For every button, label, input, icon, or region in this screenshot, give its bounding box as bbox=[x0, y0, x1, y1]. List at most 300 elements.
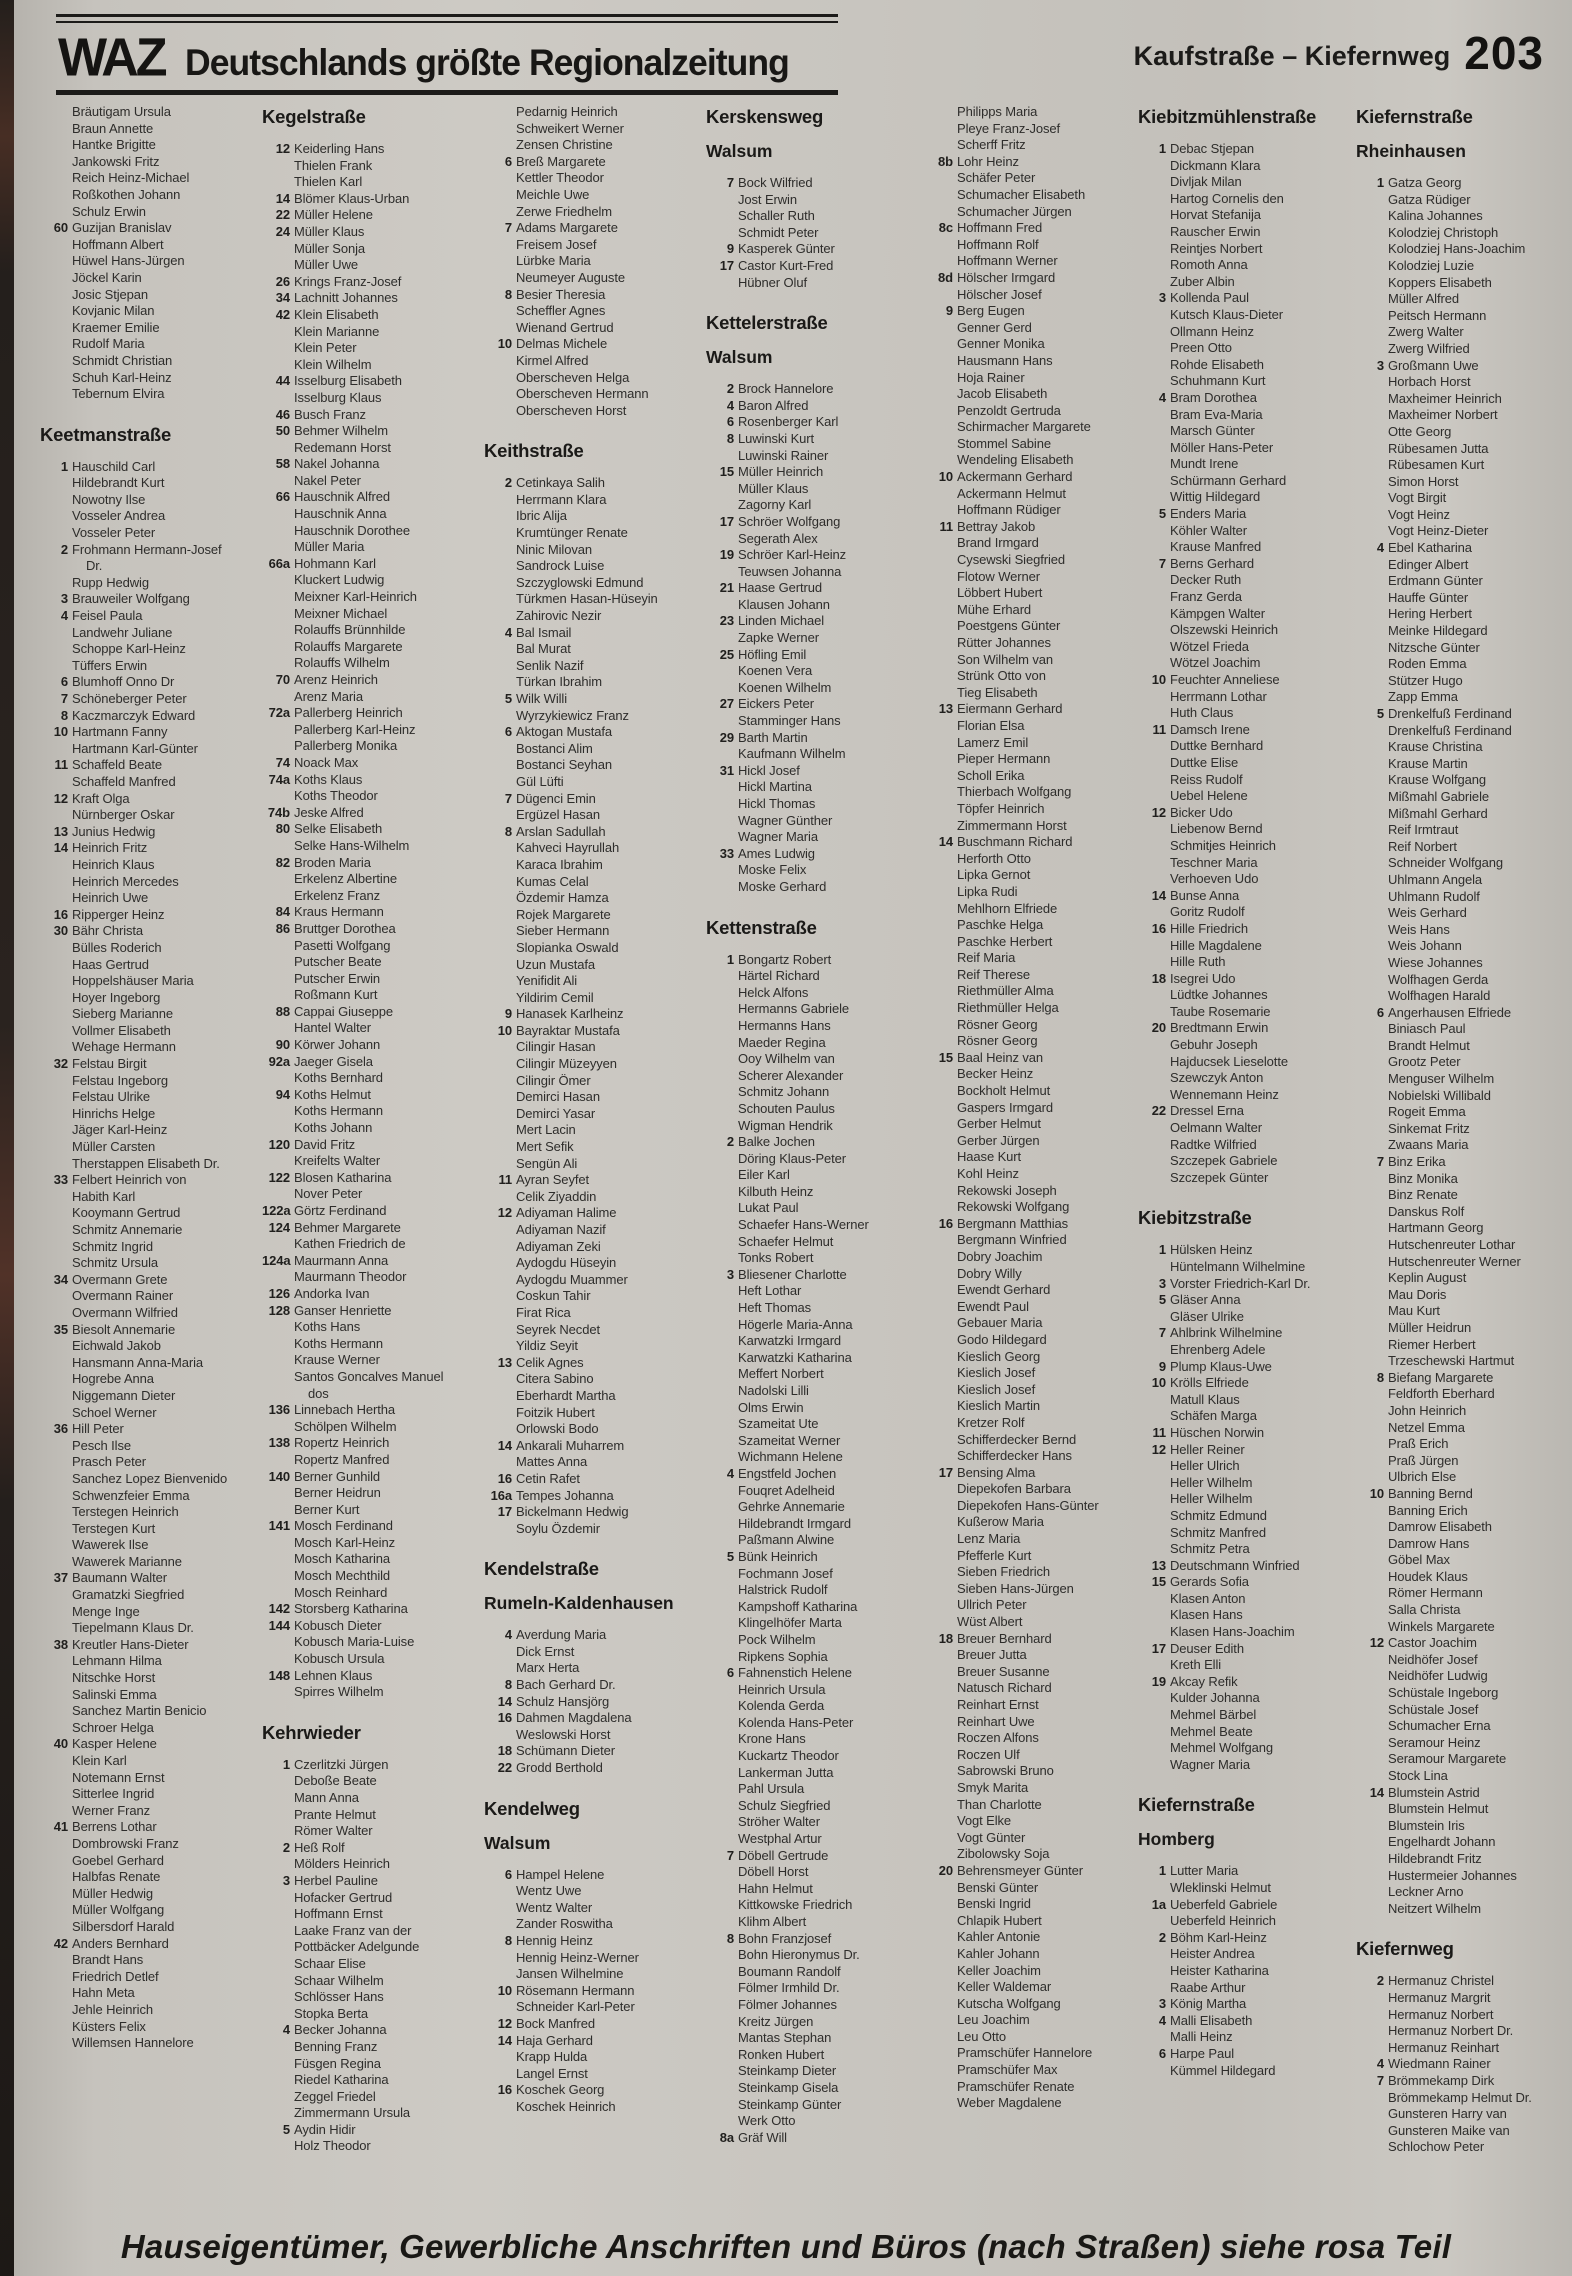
resident-name: Reif Irmtraut bbox=[1388, 822, 1459, 838]
directory-entry bbox=[706, 746, 922, 763]
resident-name: Berg Eugen bbox=[957, 303, 1025, 319]
resident-name: Jankowski Fritz bbox=[72, 153, 160, 169]
directory-column bbox=[925, 104, 1141, 2112]
resident-name: Sinkemat Fritz bbox=[1388, 1120, 1470, 1136]
directory-entry bbox=[484, 1966, 700, 1983]
directory-entry bbox=[925, 1929, 1141, 1946]
resident-name: Salla Christa bbox=[1388, 1602, 1461, 1618]
resident-name: Wiese Johannes bbox=[1388, 954, 1483, 970]
directory-entry bbox=[925, 1880, 1141, 1897]
resident-name: Koths Johann bbox=[294, 1120, 373, 1136]
house-number: 4 bbox=[1158, 2012, 1166, 2028]
resident-name: Luwinski Kurt bbox=[738, 430, 815, 446]
directory-entry bbox=[484, 1106, 700, 1123]
resident-name: Görtz Ferdinand bbox=[294, 1203, 387, 1218]
resident-name: Moske Gerhard bbox=[738, 878, 827, 894]
directory-entry bbox=[1356, 1254, 1572, 1271]
house-number: 128 bbox=[268, 1302, 290, 1318]
directory-entry bbox=[1138, 1259, 1354, 1276]
resident-name: Sieber Hermann bbox=[516, 923, 610, 939]
resident-name: Blumstein Helmut bbox=[1388, 1801, 1489, 1817]
resident-name: Lüdtke Johannes bbox=[1170, 987, 1268, 1003]
page-number: 203 bbox=[1464, 27, 1544, 79]
directory-entry bbox=[262, 1601, 478, 1618]
directory-entry bbox=[1138, 1690, 1354, 1707]
directory-entry bbox=[484, 104, 700, 121]
directory-entry bbox=[1138, 572, 1354, 589]
directory-entry bbox=[1138, 855, 1354, 872]
resident-name: Gläser Anna bbox=[1170, 1292, 1241, 1308]
resident-name: Ergüzel Hasan bbox=[516, 807, 600, 823]
directory-entry bbox=[484, 890, 700, 907]
directory-entry bbox=[40, 658, 256, 675]
resident-name: Hoja Rainer bbox=[957, 369, 1025, 385]
resident-name: Kasperek Günter bbox=[738, 241, 835, 257]
resident-name: Stamminger Hans bbox=[738, 713, 841, 729]
directory-entry bbox=[262, 1840, 478, 1857]
resident-name: Vogt Günter bbox=[957, 1829, 1026, 1845]
resident-name: Mert Sefik bbox=[516, 1139, 574, 1155]
resident-name: Uebel Helene bbox=[1170, 788, 1248, 804]
directory-entry bbox=[1356, 374, 1572, 391]
resident-name: Stock Lina bbox=[1388, 1768, 1448, 1783]
directory-entry bbox=[262, 971, 478, 988]
page-header-right bbox=[1133, 27, 1544, 79]
house-number: 8 bbox=[726, 1930, 734, 1946]
resident-name: Storsberg Katharina bbox=[294, 1601, 408, 1617]
resident-name: Spirres Wilhelm bbox=[294, 1684, 384, 1700]
directory-entry bbox=[1138, 1359, 1354, 1376]
resident-name: Roden Emma bbox=[1388, 656, 1467, 672]
directory-entry bbox=[262, 423, 478, 440]
directory-entry bbox=[262, 1773, 478, 1790]
resident-name: Fölmer Irmhild Dr. bbox=[738, 1980, 840, 1996]
house-number: 17 bbox=[938, 1464, 953, 1480]
resident-name: Jöckel Karin bbox=[72, 269, 142, 285]
resident-name: Köhler Walter bbox=[1170, 522, 1247, 538]
resident-name: Karwatzki Katharina bbox=[738, 1349, 852, 1365]
directory-entry bbox=[484, 353, 700, 370]
directory-entry bbox=[925, 1963, 1141, 1980]
directory-entry bbox=[706, 1483, 922, 1500]
directory-entry bbox=[484, 824, 700, 841]
resident-name: Schaller Ruth bbox=[738, 208, 815, 224]
street-header: Keetmanstraße bbox=[40, 423, 172, 445]
directory-entry bbox=[484, 1660, 700, 1677]
directory-entry bbox=[1356, 324, 1572, 341]
directory-entry bbox=[262, 141, 478, 158]
directory-entry bbox=[40, 204, 256, 221]
resident-name: Biesolt Annemarie bbox=[72, 1321, 176, 1337]
directory-entry bbox=[484, 1710, 700, 1727]
resident-name: Adiyaman Nazif bbox=[516, 1222, 606, 1237]
directory-entry bbox=[484, 1139, 700, 1156]
directory-entry bbox=[1356, 889, 1572, 906]
directory-entry bbox=[706, 968, 922, 985]
directory-entry bbox=[925, 386, 1141, 403]
resident-name: Schöneberger Peter bbox=[72, 691, 187, 706]
resident-name: Pieper Hermann bbox=[957, 751, 1051, 767]
directory-entry bbox=[484, 1222, 700, 1239]
directory-entry bbox=[1356, 1436, 1572, 1453]
resident-name: Busch Franz bbox=[294, 406, 366, 422]
resident-name: Gläser Ulrike bbox=[1170, 1308, 1244, 1324]
street-header: Kettenstraße bbox=[706, 916, 817, 938]
directory-entry bbox=[484, 1056, 700, 1073]
directory-entry bbox=[1356, 789, 1572, 806]
waz-logo: WAZ bbox=[58, 27, 165, 89]
resident-name: Marsch Günter bbox=[1170, 423, 1255, 439]
directory-entry bbox=[925, 1398, 1141, 1415]
resident-name: Oberscheven Hermann bbox=[516, 386, 649, 402]
directory-entry bbox=[484, 386, 700, 403]
resident-name: Pahl Ursula bbox=[738, 1781, 805, 1797]
resident-name: Blömer Klaus-Urban bbox=[294, 190, 410, 206]
directory-entry bbox=[484, 1421, 700, 1438]
directory-entry bbox=[262, 1890, 478, 1907]
resident-name: Klein Wilhelm bbox=[294, 356, 372, 372]
resident-name: Ehrenberg Adele bbox=[1170, 1341, 1266, 1357]
directory-entry bbox=[262, 1568, 478, 1585]
house-number: 124a bbox=[262, 1252, 291, 1268]
directory-entry bbox=[925, 1282, 1141, 1299]
house-number: 21 bbox=[719, 580, 734, 596]
directory-entry bbox=[1138, 1508, 1354, 1525]
directory-entry bbox=[1138, 1325, 1354, 1342]
directory-entry bbox=[1356, 523, 1572, 540]
directory-entry bbox=[1138, 1170, 1354, 1187]
directory-entry bbox=[262, 1790, 478, 1807]
house-number: 6 bbox=[1376, 1004, 1384, 1020]
resident-name: Wagner Günther bbox=[738, 812, 833, 828]
resident-name: Neitzert Wilhelm bbox=[1388, 1900, 1482, 1916]
directory-entry bbox=[484, 940, 700, 957]
resident-name: Kobusch Dieter bbox=[294, 1617, 382, 1633]
directory-entry bbox=[484, 1627, 700, 1644]
directory-entry bbox=[1356, 1834, 1572, 1851]
directory-entry bbox=[262, 489, 478, 506]
directory-entry bbox=[1138, 257, 1354, 274]
resident-name: Koths Hans bbox=[294, 1319, 361, 1335]
directory-entry bbox=[262, 523, 478, 540]
resident-name: Ganser Henriette bbox=[294, 1302, 392, 1318]
resident-name: Szewczyk Anton bbox=[1170, 1070, 1264, 1086]
directory-entry bbox=[262, 1103, 478, 1120]
resident-name: Klausen Johann bbox=[738, 596, 830, 612]
resident-name: Wigman Hendrik bbox=[738, 1117, 833, 1133]
resident-name: Rolauffs Wilhelm bbox=[294, 655, 390, 671]
resident-name: Selke Elisabeth bbox=[294, 821, 383, 837]
resident-name: Weslowski Horst bbox=[516, 1726, 611, 1742]
directory-entry bbox=[706, 1599, 922, 1616]
resident-name: Steinkamp Günter bbox=[738, 2096, 842, 2112]
house-number: 16a bbox=[490, 1487, 512, 1503]
resident-name: Eiermann Gerhard bbox=[957, 701, 1063, 717]
directory-entry bbox=[1356, 806, 1572, 823]
directory-entry bbox=[262, 440, 478, 457]
house-number: 2 bbox=[60, 541, 68, 557]
resident-name: Blumstein Astrid bbox=[1388, 1784, 1480, 1800]
directory-entry bbox=[40, 370, 256, 387]
house-number: 74b bbox=[267, 804, 290, 820]
directory-entry bbox=[262, 1551, 478, 1568]
directory-entry bbox=[40, 1670, 256, 1687]
resident-name: Rojek Margarete bbox=[516, 906, 611, 922]
directory-entry bbox=[925, 867, 1141, 884]
directory-entry bbox=[484, 840, 700, 857]
resident-name: Wehage Hermann bbox=[72, 1039, 176, 1055]
resident-name: Ninic Milovan bbox=[516, 541, 593, 557]
house-number: 9 bbox=[504, 1006, 512, 1022]
directory-entry bbox=[484, 542, 700, 559]
resident-name: Bostanci Alim bbox=[516, 740, 593, 756]
directory-entry bbox=[925, 1415, 1141, 1432]
resident-name: Schneider Wolfgang bbox=[1388, 855, 1504, 871]
directory-entry bbox=[1138, 307, 1354, 324]
directory-entry bbox=[484, 2016, 700, 2033]
resident-name: Teuwsen Johanna bbox=[738, 563, 842, 579]
resident-name: Danskus Rolf bbox=[1388, 1203, 1465, 1219]
directory-entry bbox=[1138, 473, 1354, 490]
resident-name: Isselburg Elisabeth bbox=[294, 373, 402, 389]
resident-name: Mosch Karl-Heinz bbox=[294, 1534, 395, 1550]
directory-entry bbox=[706, 1499, 922, 1516]
house-number: 88 bbox=[275, 1003, 290, 1019]
house-number: 94 bbox=[275, 1086, 290, 1102]
directory-entry bbox=[40, 1753, 256, 1770]
house-number: 13 bbox=[497, 1354, 512, 1370]
resident-name: Praß Jürgen bbox=[1388, 1452, 1459, 1468]
directory-entry bbox=[262, 1352, 478, 1369]
directory-entry bbox=[1138, 456, 1354, 473]
resident-name: Decker Ruth bbox=[1170, 572, 1242, 588]
resident-name: Bergmann Matthias bbox=[957, 1215, 1069, 1231]
resident-name: Brand Irmgard bbox=[957, 535, 1039, 551]
resident-name: Soylu Özdemir bbox=[516, 1520, 600, 1536]
street-header: Kiebitzstraße bbox=[1138, 1207, 1252, 1229]
directory-entry bbox=[925, 436, 1141, 453]
directory-entry bbox=[262, 1518, 478, 1535]
directory-entry bbox=[925, 1680, 1141, 1697]
resident-name: Horvat Stefanija bbox=[1170, 207, 1261, 223]
resident-name: Schifferdecker Bernd bbox=[957, 1431, 1077, 1447]
resident-name: Brandt Helmut bbox=[1388, 1037, 1470, 1053]
directory-entry bbox=[706, 580, 922, 597]
directory-column bbox=[1356, 104, 1572, 2156]
resident-name: Uhlmann Angela bbox=[1388, 871, 1482, 887]
directory-entry bbox=[40, 1272, 256, 1289]
directory-entry bbox=[262, 1873, 478, 1890]
resident-name: Karaca Ibrahim bbox=[516, 856, 603, 872]
directory-entry bbox=[1138, 788, 1354, 805]
resident-name: Franz Gerda bbox=[1170, 589, 1242, 605]
resident-name: Plump Klaus-Uwe bbox=[1170, 1358, 1272, 1374]
directory-entry bbox=[1138, 174, 1354, 191]
resident-name: Dressel Erna bbox=[1170, 1103, 1244, 1119]
resident-name: Vollmer Elisabeth bbox=[72, 1022, 171, 1038]
street-header: Kendelstraße bbox=[484, 1558, 599, 1580]
resident-name: Brömmekamp Dirk bbox=[1388, 2072, 1495, 2088]
house-number: 10 bbox=[1151, 672, 1166, 687]
directory-entry bbox=[706, 481, 922, 498]
resident-name: Hinrichs Helge bbox=[72, 1105, 156, 1121]
resident-name: Diepekofen Hans-Günter bbox=[957, 1497, 1099, 1513]
resident-name: Schaefer Hans-Werner bbox=[738, 1217, 869, 1233]
directory-entry bbox=[484, 204, 700, 221]
resident-name: Römer Walter bbox=[294, 1823, 373, 1839]
directory-entry bbox=[40, 608, 256, 625]
directory-entry bbox=[925, 635, 1141, 652]
house-number: 3 bbox=[726, 1266, 734, 1282]
directory-entry bbox=[484, 1694, 700, 1711]
directory-entry bbox=[262, 1502, 478, 1519]
directory-entry bbox=[1138, 191, 1354, 208]
resident-name: Ayran Seyfet bbox=[516, 1172, 589, 1188]
directory-entry bbox=[706, 464, 922, 481]
directory-entry bbox=[706, 1931, 922, 1948]
resident-name: Friedrich Detlef bbox=[72, 1968, 159, 1984]
directory-entry bbox=[1356, 1818, 1572, 1835]
resident-name: Buschmann Richard bbox=[957, 834, 1073, 850]
district-header: Walsum bbox=[484, 1832, 551, 1853]
directory-entry bbox=[40, 1570, 256, 1587]
directory-entry bbox=[262, 755, 478, 772]
resident-name: Reinhart Ernst bbox=[957, 1697, 1039, 1712]
directory-entry bbox=[484, 807, 700, 824]
house-number: 10 bbox=[497, 336, 512, 352]
resident-name: Wittig Hildegard bbox=[1170, 489, 1261, 505]
directory-entry bbox=[484, 1322, 700, 1339]
directory-entry bbox=[1356, 1237, 1572, 1254]
resident-name: Langel Ernst bbox=[516, 2065, 588, 2081]
resident-name: Dobry Joachim bbox=[957, 1248, 1043, 1264]
directory-entry bbox=[1138, 971, 1354, 988]
directory-entry bbox=[40, 1006, 256, 1023]
resident-name: Ankarali Muharrem bbox=[516, 1437, 625, 1453]
house-number: 60 bbox=[53, 220, 68, 236]
resident-name: David Fritz bbox=[294, 1136, 356, 1152]
resident-name: Isselburg Klaus bbox=[294, 389, 382, 405]
resident-name: Kovjanic Milan bbox=[72, 303, 155, 319]
resident-name: Steinkamp Dieter bbox=[738, 2063, 837, 2079]
resident-name: Hantel Walter bbox=[294, 1020, 371, 1036]
resident-name: Schäfer Peter bbox=[957, 170, 1036, 186]
directory-entry bbox=[262, 373, 478, 390]
resident-name: Dobry Willy bbox=[957, 1265, 1022, 1281]
directory-entry bbox=[706, 1433, 922, 1450]
house-number: 6 bbox=[726, 1665, 734, 1681]
resident-name: Hauschild Carl bbox=[72, 458, 156, 474]
directory-entry bbox=[484, 220, 700, 237]
house-number: 20 bbox=[938, 1862, 953, 1878]
resident-name: Godo Hildegard bbox=[957, 1331, 1047, 1347]
resident-name: Klein Marianne bbox=[294, 323, 380, 339]
resident-name: Genner Gerd bbox=[957, 319, 1032, 335]
resident-name: Hille Magdalene bbox=[1170, 937, 1262, 953]
resident-name: Dickmann Klara bbox=[1170, 157, 1261, 173]
directory-column bbox=[484, 104, 700, 2116]
directory-entry bbox=[1138, 539, 1354, 556]
resident-name: Gatza Rüdiger bbox=[1388, 191, 1471, 207]
directory-entry bbox=[925, 1581, 1141, 1598]
directory-entry bbox=[1138, 1740, 1354, 1757]
resident-name: Meixner Michael bbox=[294, 605, 388, 621]
directory-entry bbox=[262, 274, 478, 291]
resident-name: Scherer Alexander bbox=[738, 1067, 844, 1083]
resident-name: Pottbäcker Adelgunde bbox=[294, 1939, 420, 1955]
directory-entry bbox=[1138, 1913, 1354, 1930]
resident-name: Hoffmann Rüdiger bbox=[957, 502, 1061, 518]
house-number: 12 bbox=[1151, 1441, 1166, 1457]
house-number: 144 bbox=[268, 1617, 290, 1633]
resident-name: Hermanuz Reinhart bbox=[1388, 2039, 1500, 2055]
resident-name: Behmer Margarete bbox=[294, 1219, 401, 1235]
directory-entry bbox=[484, 303, 700, 320]
directory-entry bbox=[40, 1936, 256, 1953]
directory-entry bbox=[484, 1677, 700, 1694]
resident-name: Laake Franz van der bbox=[294, 1922, 412, 1938]
house-number: 5 bbox=[1158, 506, 1166, 522]
resident-name: Maxheimer Heinrich bbox=[1388, 390, 1502, 406]
directory-entry bbox=[262, 805, 478, 822]
directory-entry bbox=[262, 1303, 478, 1320]
resident-name: Schmidt Peter bbox=[738, 224, 819, 240]
directory-entry bbox=[706, 713, 922, 730]
directory-entry bbox=[1138, 1880, 1354, 1897]
directory-entry bbox=[1356, 175, 1572, 192]
house-number: 34 bbox=[275, 290, 290, 306]
directory-column bbox=[262, 104, 478, 2155]
directory-entry bbox=[706, 1864, 922, 1881]
resident-name: Rübesamen Jutta bbox=[1388, 440, 1489, 456]
resident-name: Kathen Friedrich de bbox=[294, 1236, 406, 1252]
directory-entry bbox=[706, 1101, 922, 1118]
directory-entry bbox=[262, 307, 478, 324]
directory-entry bbox=[40, 708, 256, 725]
resident-name: Schumacher Elisabeth bbox=[957, 186, 1086, 202]
resident-name: Maxheimer Norbert bbox=[1388, 407, 1498, 423]
resident-name: Schroer Helga bbox=[72, 1719, 154, 1735]
directory-entry bbox=[1356, 1702, 1572, 1719]
directory-entry bbox=[484, 741, 700, 758]
resident-name: Castor Kurt-Fred bbox=[738, 257, 834, 273]
resident-name: Schmidt Christian bbox=[72, 352, 173, 368]
directory-entry bbox=[262, 1585, 478, 1602]
directory-entry bbox=[1356, 1386, 1572, 1403]
resident-name: Zimmermann Horst bbox=[957, 817, 1067, 833]
resident-name: Oelmann Walter bbox=[1170, 1120, 1263, 1136]
resident-name: Flotow Werner bbox=[957, 568, 1040, 584]
resident-name: Heller Wilhelm bbox=[1170, 1491, 1253, 1507]
resident-name: Feldforth Eberhard bbox=[1388, 1386, 1495, 1402]
directory-entry bbox=[1138, 921, 1354, 938]
directory-entry bbox=[1356, 1990, 1572, 2007]
directory-entry bbox=[484, 857, 700, 874]
resident-name: Pallerberg Monika bbox=[294, 738, 398, 754]
directory-entry bbox=[40, 1869, 256, 1886]
resident-name: Hübner Oluf bbox=[738, 274, 807, 290]
resident-name: Schmitz Edmund bbox=[1170, 1507, 1267, 1523]
directory-entry bbox=[484, 1983, 700, 2000]
resident-name: Linden Michael bbox=[738, 613, 825, 629]
resident-name: Wüst Albert bbox=[957, 1614, 1023, 1630]
directory-entry bbox=[706, 1516, 922, 1533]
resident-name: Seyrek Necdet bbox=[516, 1321, 600, 1337]
resident-name: Tebernum Elvira bbox=[72, 386, 165, 402]
directory-entry bbox=[40, 270, 256, 287]
resident-name: Erkelenz Albertine bbox=[294, 871, 397, 887]
resident-name: Kahler Johann bbox=[957, 1945, 1040, 1961]
